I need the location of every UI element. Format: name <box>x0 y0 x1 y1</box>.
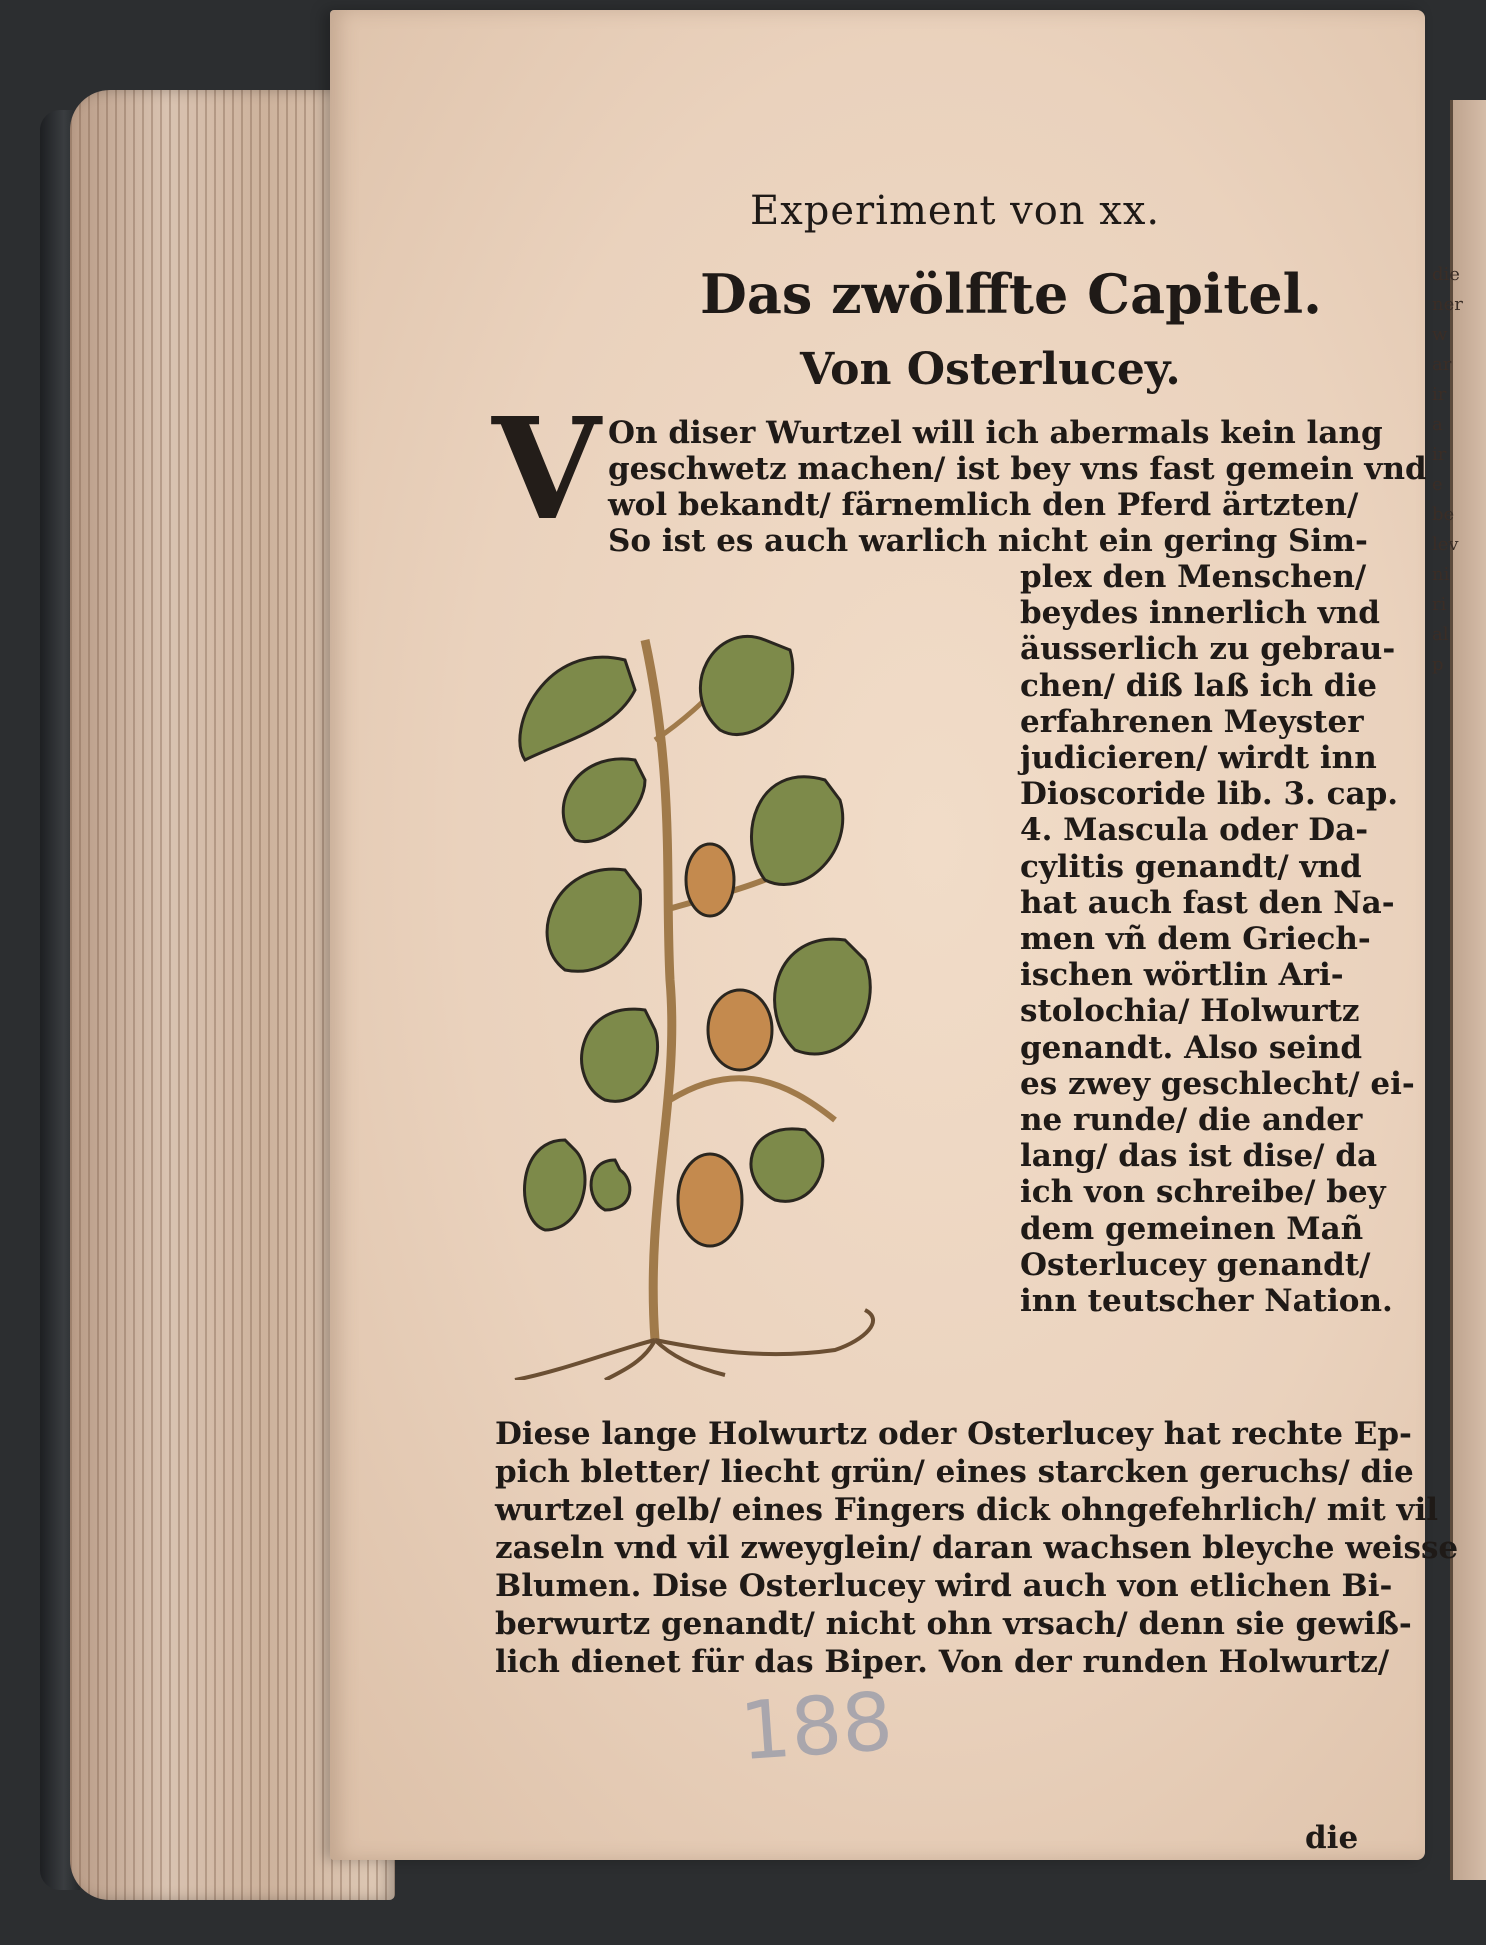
text-line: lich dienet für das Biper. Von der runden Holwurtz/ <box>495 1644 1390 1680</box>
facing-fragment: be <box>1432 504 1455 525</box>
text-line: lang/ das ist dise/ da <box>1020 1138 1378 1175</box>
text-line: 4. Mascula oder Da- <box>1020 812 1369 849</box>
facing-fragment: e <box>1432 474 1443 495</box>
facing-fragment: w <box>1432 324 1448 345</box>
text-line: men vñ dem Griech- <box>1020 921 1371 957</box>
pencil-page-number: 188 <box>736 1674 896 1779</box>
text-line: genandt. Also seind <box>1020 1029 1363 1066</box>
text-line: ich von schreibe/ bey <box>1020 1174 1386 1211</box>
text-line: chen/ diß laß ich die <box>1020 667 1377 704</box>
running-head: Experiment von xx. <box>750 188 1161 234</box>
text-line: stolochia/ Holwurtz <box>1020 993 1360 1030</box>
plant-leaves <box>520 636 870 1230</box>
plant-branch <box>670 1078 835 1120</box>
text-line: So ist es auch warlich nicht ein gering Sim- <box>608 523 1368 559</box>
text-line: hat auch fast den Na- <box>1020 884 1395 921</box>
facing-fragment: ar <box>1432 354 1452 375</box>
text-line: ischen wörtlin Ari- <box>1020 957 1344 994</box>
facing-fragment: ir <box>1432 444 1447 465</box>
text-line: judicieren/ wirdt inn <box>1020 740 1377 776</box>
text-line: berwurtz genandt/ nicht ohn vrsach/ denn sie gewiß- <box>495 1606 1412 1642</box>
text-line: ne runde/ die ander <box>1020 1102 1363 1138</box>
text-line: geschwetz machen/ ist bey vns fast gemein vnd <box>608 451 1427 487</box>
facing-fragment: die <box>1432 264 1460 285</box>
text-line: erfahrenen Meyster <box>1020 703 1364 740</box>
facing-page-fragments <box>1432 260 1472 680</box>
text-line: dem gemeinen Mañ <box>1020 1210 1364 1247</box>
text-line: pich bletter/ liecht grün/ eines starcken geruchs/ die <box>495 1454 1414 1490</box>
text-line: Diese lange Holwurtz oder Osterlucey hat rechte Ep- <box>495 1416 1412 1452</box>
text-line: beydes innerlich vnd <box>1020 595 1380 632</box>
facing-fragment: ri <box>1432 594 1447 615</box>
text-line: Osterlucey genandt/ <box>1020 1246 1371 1283</box>
text-line: wurtzel gelb/ eines Fingers dick ohngefehrlich/ mit vil <box>495 1492 1439 1528</box>
text-line: Blumen. Dise Osterlucey wird auch von etlichen Bi- <box>495 1568 1393 1604</box>
text-line: cylitis genandt/ vnd <box>1020 848 1362 885</box>
text-line: On diser Wurtzel will ich abermals kein lang <box>608 415 1383 451</box>
catchword: die <box>1305 1820 1359 1856</box>
facing-fragment: lev <box>1432 534 1459 555</box>
chapter-title: Das zwölffte Capitel. <box>700 262 1322 326</box>
text-line: Dioscoride lib. 3. cap. <box>1020 776 1399 813</box>
facing-fragment: ni <box>1432 564 1450 585</box>
text-line: wol bekandt/ färnemlich den Pferd ärtzten/ <box>608 487 1359 523</box>
facing-fragment: p <box>1432 654 1444 675</box>
text-line: äusserlich zu gebrau- <box>1020 631 1396 668</box>
decorated-initial: V <box>492 388 601 552</box>
plant-roots <box>515 1310 873 1380</box>
facing-fragment: ner <box>1432 294 1463 315</box>
text-line: inn teutscher Nation. <box>1020 1283 1393 1319</box>
facing-fragment: a <box>1432 414 1443 435</box>
facing-fragment: al <box>1432 624 1449 645</box>
text-line: plex den Menschen/ <box>1020 559 1367 595</box>
facing-fragment: ir <box>1432 384 1447 405</box>
plant-stem <box>645 640 672 1340</box>
text-line: zaseln vnd vil zweyglein/ daran wachsen bleyche weisse <box>495 1530 1459 1566</box>
plant-woodcut-illustration <box>505 580 995 1380</box>
text-line: es zwey geschlecht/ ei- <box>1020 1065 1415 1102</box>
subchapter-title: Von Osterlucey. <box>800 344 1181 395</box>
